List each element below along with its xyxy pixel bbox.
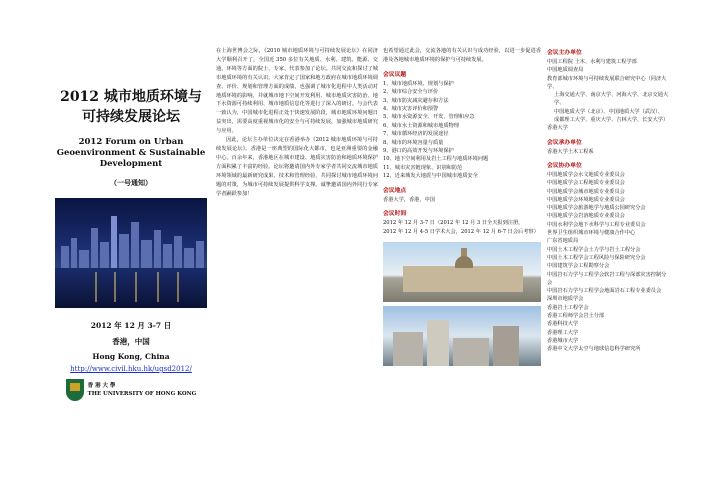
co-organizer-item: 香港中文大学太空与地球信息科学研究所 xyxy=(547,346,641,353)
organizers-column xyxy=(547,47,669,354)
co-organizer-item: 中国地质学会水文地质专业委员会 xyxy=(547,171,625,178)
topics-list xyxy=(383,80,541,181)
topic-item: 5、城市水资源安全、开发、管理和应急 xyxy=(383,114,475,121)
topic-item: 2、城市综合安全与评价 xyxy=(383,89,439,96)
intro-column xyxy=(216,47,378,198)
topic-item: 9、港口的高效开发与环境保护 xyxy=(383,148,454,155)
venue-text: 香港大学，香港，中国 xyxy=(383,196,435,203)
schedule-text-1: 2012 年 12 月 3-7 日（2012 年 12 月 3 日全天报到注册， xyxy=(383,220,524,227)
co-organizer-item: 中国建筑学会工程勘察分会 xyxy=(547,263,610,270)
venue-heading: 会议地点 xyxy=(383,187,407,194)
organizers-heading: 会议主办单位 xyxy=(547,50,582,56)
intro-paragraph-1: 在上海世博会之际，《2010 城市地质环境与可持续发展论坛》在同济大学顺利召开了，全国近 350 多位有关地质、水利、建筑、能源、交通、环境等方面的院士、专家、代表参加了论坛。共同交流和探讨了城市地质环境的有关认识。大家肯定了国家和地方政府在城市地质环境调查、评价、规划和管理方面的成绩，也强调了城市化进程中人类活动对地质环境的影响，并就城市地下空间开发利用、城市地质灾害防治、地下水资源可持续利用、城市地质信息化等进行了深入的研讨。与会代表一致认为，中国城市化进程正处于快速发展阶段，城市地质环境问题日益突出，需要高度重视城市化的安全与可持续发展，加强城市地质研究与应用。 xyxy=(216,48,378,135)
organizer-item: 香港大学 xyxy=(547,125,568,132)
topic-item: 7、城市循环经济的发展途径 xyxy=(383,131,449,138)
host-heading: 会议承办单位 xyxy=(547,139,582,146)
co-organizer-item: 中国地质学会城市地质专业委员会 xyxy=(547,188,625,195)
co-organizer-item: 中国土木工程学会土力学与岩土工程分会 xyxy=(547,246,641,253)
co-organizer-item: 中国岩石力学与工程学会地面岩石工程专业委员会 xyxy=(547,288,662,295)
co-organizer-item: 中国岩石力学与工程学会软岩工程与深部灾害控制分会 xyxy=(547,271,667,286)
location-cn: 香港，中国 xyxy=(112,337,150,346)
topics-column xyxy=(383,47,541,366)
schedule-text-2: 2012 年 12 月 4-5 日学术大会，2012 年 12 月 6-7 日会后考察） xyxy=(383,228,539,235)
organizer-item: 中国地质大学（北京）、中国地质大学（武汉）、 xyxy=(554,108,663,115)
co-organizer-item: 中国土木工程学会工程风险与保险研究分会 xyxy=(547,254,646,261)
topic-item: 1、城市地质环境、规划与保护 xyxy=(383,80,454,87)
forum-website-link[interactable]: http://www.civil.hku.hk/ugsd2012/ xyxy=(70,365,192,373)
co-organizer-item: 世界卫生组织城市环境与健康合作中心 xyxy=(547,230,636,237)
co-organizer-item: 香港工程师学会岩土分部 xyxy=(547,313,605,320)
organizer-item: 上海交通大学、南京大学、河海大学、北京交通大学、 xyxy=(554,92,669,107)
co-organizers-heading: 会议协办单位 xyxy=(547,162,582,169)
forum-title-cn: 2012 城市地质环境与 可持续发展论坛 xyxy=(60,89,202,125)
brochure-page xyxy=(51,47,669,451)
hku-main-building-image xyxy=(383,242,541,302)
intro-paragraph-2: 因此，论坛主办单位决定在香港举办《2012 城市地质环境与可持续发展论坛》。香港是一座典型的国际化大都市，也是亚洲重要的金融中心。百余年来，香港地区在城市建设、地质灾害防治和地质环境保护方面积累了丰富的经验。论坛将邀请国内外专家学者共同交流城市地质环境领域的最新研究成果、技术和管理经验，共同探讨城市地质环境问题的对策，为城市可持续发展提供科学支撑。诚挚邀请国内外同行专家学者踊跃参加！ xyxy=(216,137,378,197)
location-en: Hong Kong, China xyxy=(92,352,170,361)
hong-kong-skyline-image xyxy=(55,198,207,308)
notice-label: （一号通知） xyxy=(110,178,152,187)
co-organizer-item: 香港科技大学 xyxy=(547,321,579,328)
topic-item: 11、城市灾害链现象、识别和防范 xyxy=(383,164,463,171)
host-text: 香港大学土木工程系 xyxy=(547,148,594,155)
topic-item: 12、近来城发大地震与中国城市地质安全 xyxy=(383,173,478,180)
co-organizer-item: 中国地质学会工程地质专业委员会 xyxy=(547,180,625,187)
logo-text-cn: 香 港 大 學 xyxy=(87,383,116,389)
co-organizer-item: 中国水利学会地下水科学与工程专业委员会 xyxy=(547,221,646,228)
topic-item: 6、城市水土资源和城市地质物理 xyxy=(383,122,459,129)
co-organizer-item: 中国地质学会旅游地学与地质公园研究分会 xyxy=(547,205,646,212)
topic-item: 3、城市防灾减灾避存和方法 xyxy=(383,97,449,104)
hku-crest-icon xyxy=(66,379,84,401)
intro-continued: 也希望通过此会，交流各地的有关认识与成功经验，以进一步促进香港及各地城市地质环境的保护与可持续发展。 xyxy=(383,48,541,63)
co-organizer-item: 中国地质学会岩溶地质专业委员会 xyxy=(547,213,625,220)
co-organizer-item: 深圳市地质学会 xyxy=(547,296,584,303)
co-organizer-item: 中国地质学会环境地质专业委员会 xyxy=(547,196,625,203)
organizer-item: 中国地质调查局 xyxy=(547,67,584,74)
forum-date: 2012 年 12 月 3-7 日 xyxy=(90,321,172,330)
topic-item: 8、城市的环境容量与质量 xyxy=(383,139,444,146)
forum-title-en: 2012 Forum on Urban Geoenvironment & Sustainable Development xyxy=(56,137,206,169)
co-organizer-item: 香港城市大学 xyxy=(547,337,579,344)
topic-item: 4、城市灾害评价和预警 xyxy=(383,106,439,113)
hku-logo xyxy=(51,379,211,401)
topics-heading: 会议议题 xyxy=(383,71,407,78)
topic-item: 10、地下空间利用及岩土工程与地质环境问题 xyxy=(383,156,489,163)
co-organizer-item: 香港岩土工程学会 xyxy=(547,304,589,311)
co-organizer-item: 香港理工大学 xyxy=(547,329,579,336)
cover-column xyxy=(51,47,211,401)
logo-text-en: THE UNIVERSITY OF HONG KONG xyxy=(87,391,197,397)
organizer-item: 成都理工大学、重庆大学、吉林大学、长安大学） xyxy=(554,117,669,124)
campus-buildings-image xyxy=(383,306,541,366)
co-organizer-item: 广东省地质局 xyxy=(547,238,579,245)
organizer-item: 教育部城市环境与可持续发展联合研究中心（同济大学、 xyxy=(547,75,667,90)
schedule-heading: 会议时间 xyxy=(383,211,407,218)
organizer-item: 中国工程院 土木、水利与建筑工程学部 xyxy=(547,59,637,65)
